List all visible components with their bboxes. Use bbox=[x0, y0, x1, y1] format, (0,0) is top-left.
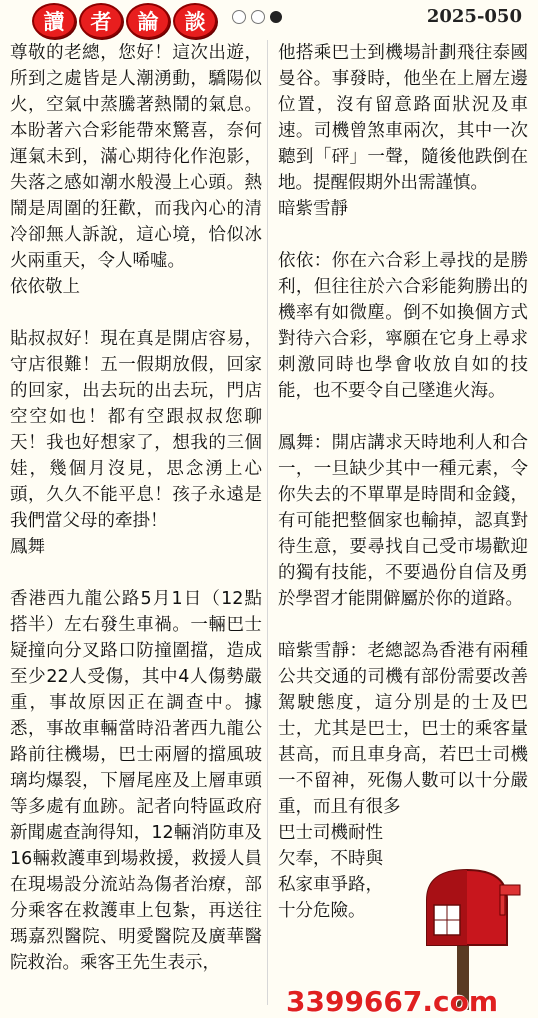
wrap-line: 十分危險。 bbox=[278, 901, 366, 921]
title-char: 讀 bbox=[32, 3, 76, 39]
issue-number: 2025-050 bbox=[426, 6, 522, 27]
title-char: 論 bbox=[126, 3, 170, 39]
reply-paragraph: 依依：你在六合彩上尋找的是勝利，但往往於六合彩能夠勝出的機率有如微塵。倒不如換個方式對待六合彩，寧願在它身上尋求刺激同時也學會收放自如的技能，也不要令自己墜進火海。 bbox=[278, 251, 528, 401]
site-watermark: 3399667.com bbox=[286, 985, 499, 1018]
wrap-line: 私家車爭路， bbox=[278, 875, 383, 895]
title-char: 者 bbox=[79, 3, 123, 39]
signature: 鳳舞 bbox=[10, 537, 45, 557]
reply-paragraph: 暗紫雪靜：老總認為香港有兩種公共交通的司機有部份需要改善駕駛態度，這分別是的士及巴士，尤其是巴士，巴士的乘客量甚高，而且車身高，若巴士司機一不留神，死傷人數可以十分嚴重，而且有很多 bbox=[278, 641, 528, 817]
signature: 暗紫雪靜 bbox=[278, 199, 348, 219]
page-header bbox=[0, 0, 538, 38]
circle-icon bbox=[232, 10, 246, 24]
wrap-line: 欠奉，不時與 bbox=[278, 849, 383, 869]
reply-paragraph: 鳳舞：開店講求天時地利人和合一，一旦缺少其中一種元素，令你失去的不單單是時間和金錢，有可能把整個家也輸掉，認真對待生意，要尋找自己受市場歡迎的獨有技能，不要過份自信及勇於學習才能開僻屬於你的道路。 bbox=[278, 433, 528, 609]
column-title bbox=[32, 3, 217, 39]
letter-paragraph: 他搭乘巴士到機場計劃飛往泰國曼谷。事發時，他坐在上層左邊位置，沒有留意路面狀況及車速。司機曾煞車兩次，其中一次聽到「砰」一聲，隨後他跌倒在地。提醒假期外出需謹慎。 bbox=[278, 43, 528, 193]
title-char: 談 bbox=[173, 3, 217, 39]
letter-paragraph: 香港西九龍公路5月1日（12點搭半）左右發生車禍。一輛巴士疑撞向分叉路口防撞圍擋，造成至少22人受傷，其中4人傷勢嚴重，事故原因正在調查中。據悉，事故車輛當時沿著西九龍公路前往機場，巴士兩層的擋風玻璃均爆裂，下層尾座及上層車頭等多處有血跡。記者向特區政府新聞處查詢得知，12輛消防車及16輛救護車到場救援，救援人員在現場設分流站為傷者治療，部分乘客在救護車上包紮，再送往瑪嘉烈醫院、明愛醫院及廣華醫院救治。乘客王先生表示， bbox=[10, 589, 262, 973]
column-divider bbox=[267, 40, 268, 1005]
circle-icon bbox=[251, 10, 265, 24]
letter-paragraph: 尊敬的老總，您好！這次出遊，所到之處皆是人潮湧動，驕陽似火，空氣中蒸騰著熱鬧的氣息。本盼著六合彩能帶來驚喜，奈何運氣未到，滿心期待化作泡影，失落之感如潮水般漫上心頭。熱鬧是周圍的狂歡，而我內心的清冷卻無人訴說，這心境，恰似冰火兩重天，令人唏噓。 bbox=[10, 43, 262, 271]
signature: 依依敬上 bbox=[10, 277, 80, 297]
dot-icon bbox=[270, 11, 282, 23]
wrap-line: 巴士司機耐性 bbox=[278, 823, 383, 843]
decorative-dots bbox=[232, 10, 282, 24]
letter-paragraph: 貼叔叔好！現在真是開店容易，守店很難！五一假期放假，回家的回家，出去玩的出去玩，門店空空如也！都有空跟叔叔您聊天！我也好想家了，想我的三個娃，幾個月沒見，思念湧上心頭，久久不能平息！孩子永遠是我們當父母的牽掛！ bbox=[10, 329, 262, 531]
left-column bbox=[10, 40, 262, 976]
right-column bbox=[278, 40, 528, 924]
